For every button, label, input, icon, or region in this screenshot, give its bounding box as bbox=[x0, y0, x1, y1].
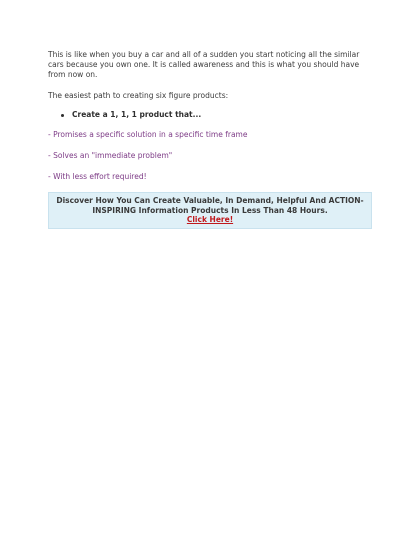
cta-text: Discover How You Can Create Valuable, In Demand, Helpful And ACTION-INSPIRING Information Products In Less Than 48 Hours. bbox=[56, 196, 364, 215]
bullet-list bbox=[48, 110, 372, 120]
path-heading: The easiest path to creating six figure products: bbox=[48, 91, 229, 100]
list-item bbox=[61, 110, 372, 120]
cta-box bbox=[48, 192, 372, 229]
point-less-effort: - With less effort required! bbox=[48, 172, 147, 181]
intro-paragraph: This is like when you buy a car and all of a sudden you start noticing all the similar cars because you own one. It is called awareness and this is what you should have from now on. bbox=[48, 50, 360, 79]
bullet-icon bbox=[61, 114, 64, 117]
click-here-link[interactable]: Click Here! bbox=[186, 215, 234, 224]
point-immediate-problem: - Solves an "immediate problem" bbox=[48, 151, 173, 160]
bullet-text: Create a 1, 1, 1 product that... bbox=[72, 110, 202, 119]
point-specific-solution: - Promises a specific solution in a specific time frame bbox=[48, 130, 248, 139]
document-page bbox=[48, 50, 372, 229]
